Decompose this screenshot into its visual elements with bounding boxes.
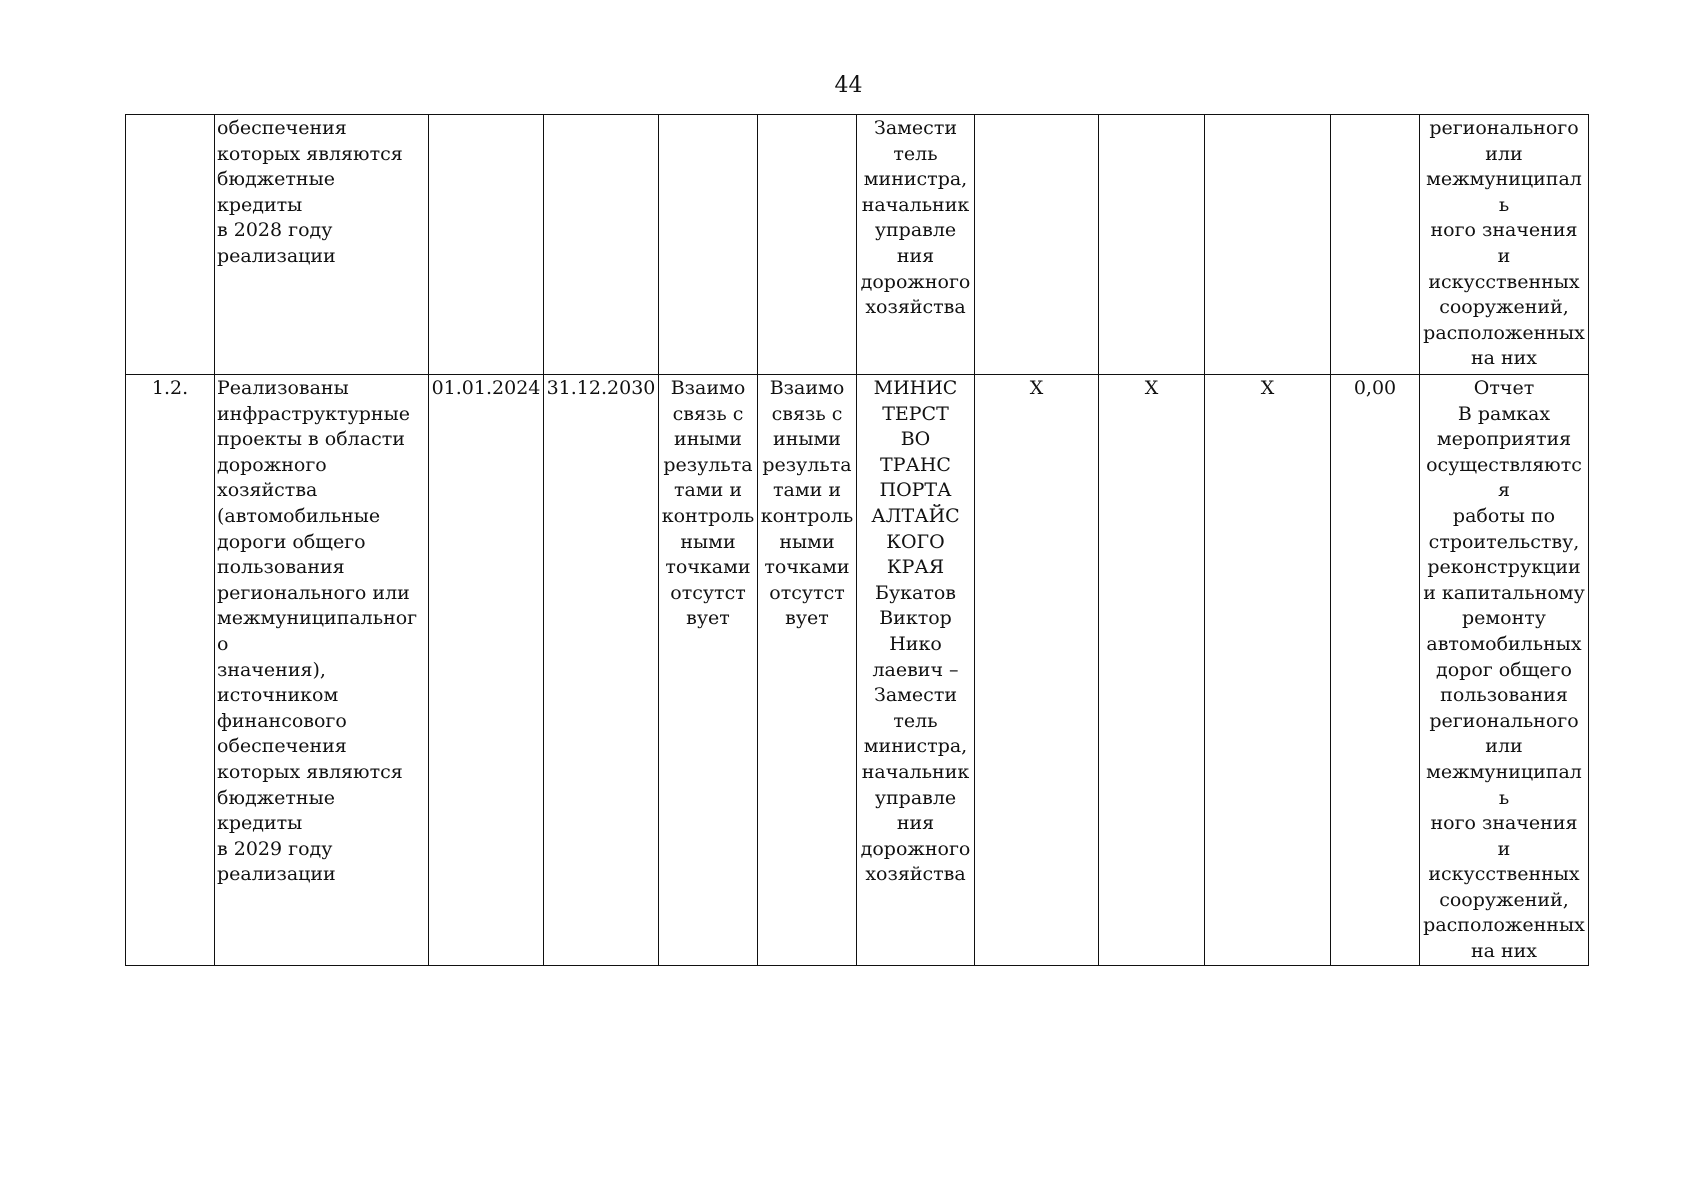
end-date-cell: 31.12.2030 <box>544 375 659 966</box>
mark-cell-3: X <box>1205 375 1331 966</box>
responsible-cell: МИНИС ТЕРСТ ВО ТРАНС ПОРТА АЛТАЙС КОГО КРАЯ Букатов Виктор Нико лаевич – Замести тель министра, начальник управле ния дорожного хозяйства <box>857 375 975 966</box>
table-row <box>126 375 1589 966</box>
report-cell: регионального или межмуниципаль ного значения и искусственных сооружений, расположенных на них <box>1420 115 1589 375</box>
amount-cell: 0,00 <box>1331 375 1420 966</box>
link-cell-b: Взаимо связь с иными результа тами и контроль ными точками отсутст вует <box>758 375 857 966</box>
start-date-cell <box>429 115 544 375</box>
amount-cell <box>1331 115 1420 375</box>
page-number: 44 <box>834 73 863 98</box>
row-number-cell: 1.2. <box>126 375 215 966</box>
result-name-cell: Реализованы инфраструктурные проекты в области дорожного хозяйства (автомобильные дороги общего пользования регионального или межмуниципального значения), источником финансового обеспечения которых являются бюджетные кредиты в 2029 году реализации <box>215 375 429 966</box>
mark-cell-2: X <box>1099 375 1205 966</box>
link-cell-a: Взаимо связь с иными результа тами и контроль ными точками отсутст вует <box>659 375 758 966</box>
mark-cell-1: X <box>975 375 1099 966</box>
end-date-cell <box>544 115 659 375</box>
results-table <box>125 114 1589 966</box>
report-cell: Отчет В рамках мероприятия осуществляются работы по строительству, реконструкции и капитальному ремонту автомобильных дорог общего пользования регионального или межмуниципаль ного значения и искусственных сооружений, расположенных на них <box>1420 375 1589 966</box>
responsible-cell: Замести тель министра, начальник управле ния дорожного хозяйства <box>857 115 975 375</box>
table-row <box>126 115 1589 375</box>
mark-cell-1 <box>975 115 1099 375</box>
link-cell-b <box>758 115 857 375</box>
link-cell-a <box>659 115 758 375</box>
start-date-cell: 01.01.2024 <box>429 375 544 966</box>
row-number-cell <box>126 115 215 375</box>
result-name-cell: обеспечения которых являются бюджетные кредиты в 2028 году реализации <box>215 115 429 375</box>
mark-cell-3 <box>1205 115 1331 375</box>
mark-cell-2 <box>1099 115 1205 375</box>
